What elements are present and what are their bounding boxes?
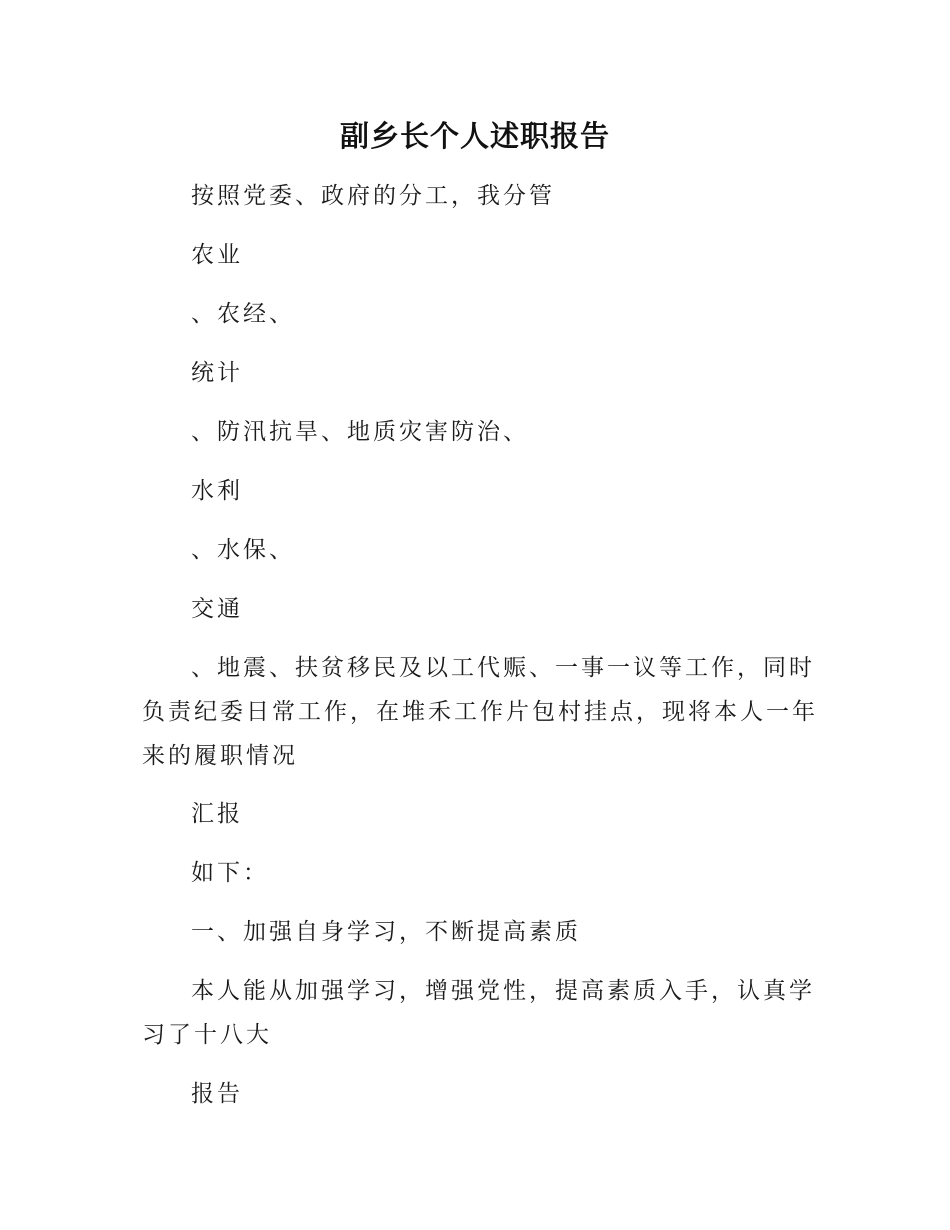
paragraph-4: 统计 xyxy=(191,360,243,386)
paragraph-1: 按照党委、政府的分工，我分管 xyxy=(191,183,555,209)
paragraph-11: 如下： xyxy=(191,860,269,886)
paragraph-2: 农业 xyxy=(191,242,243,268)
paragraph-10: 汇报 xyxy=(191,801,243,827)
paragraph-14: 报告 xyxy=(191,1081,243,1107)
paragraph-3: 、农经、 xyxy=(191,301,295,327)
paragraph-7: 、水保、 xyxy=(191,537,295,563)
paragraph-5: 、防汛抗旱、地质灾害防治、 xyxy=(191,419,529,445)
paragraph-8: 交通 xyxy=(191,596,243,622)
paragraph-6: 水利 xyxy=(191,478,243,504)
paragraph-12: 一、加强自身学习，不断提高素质 xyxy=(191,919,581,945)
document-title: 副乡长个人述职报告 xyxy=(339,119,610,153)
paragraph-9: 、地震、扶贫移民及以工代赈、一事一议等工作，同时负责纪委日常工作，在堆禾工作片包村挂点，现将本人一年来的履职情况 xyxy=(142,655,818,769)
paragraph-13: 本人能从加强学习，增强党性，提高素质入手，认真学习了十八大 xyxy=(142,978,815,1048)
